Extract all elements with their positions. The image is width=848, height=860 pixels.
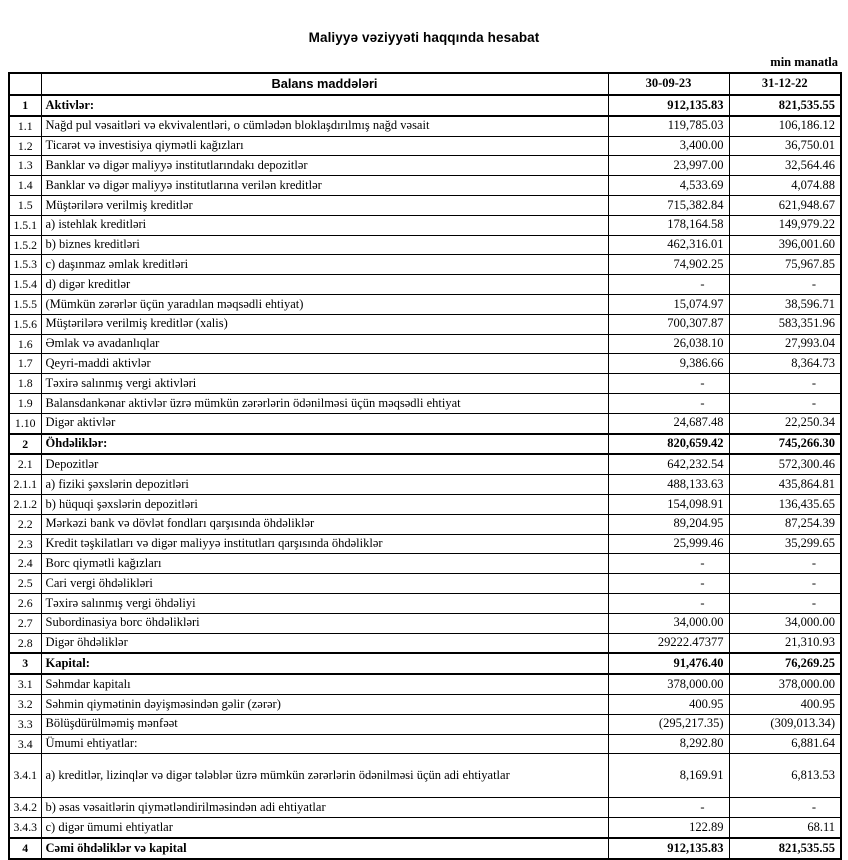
row-value-period-2: - — [729, 798, 841, 818]
table-row — [9, 798, 841, 818]
row-label: (Mümkün zərərlər üçün yaradılan məqsədli ehtiyat) — [41, 294, 608, 314]
row-label: Əmlak və avadanlıqlar — [41, 334, 608, 354]
row-number: 1.5.3 — [9, 255, 41, 275]
row-value-period-1: - — [608, 275, 729, 295]
table-row — [9, 294, 841, 314]
row-value-period-1: 488,133.63 — [608, 475, 729, 495]
row-label: Cari vergi öhdəlikləri — [41, 574, 608, 594]
row-number: 2.7 — [9, 613, 41, 633]
table-row — [9, 494, 841, 514]
row-label: Borc qiymətli kağızları — [41, 554, 608, 574]
row-value-period-1: 400.95 — [608, 694, 729, 714]
row-value-period-1: 8,169.91 — [608, 754, 729, 798]
row-value-period-2: 572,300.46 — [729, 454, 841, 474]
row-label: b) əsas vəsaitlərin qiymətləndirilməsindən adi ehtiyatlar — [41, 798, 608, 818]
row-value-period-2: 821,535.55 — [729, 95, 841, 116]
row-value-period-1: 4,533.69 — [608, 176, 729, 196]
table-row — [9, 215, 841, 235]
table-row — [9, 156, 841, 176]
row-value-period-1: 912,135.83 — [608, 838, 729, 859]
table-row — [9, 714, 841, 734]
row-label: Qeyri-maddi aktivlər — [41, 354, 608, 374]
row-value-period-2: 6,813.53 — [729, 754, 841, 798]
table-row — [9, 434, 841, 455]
row-value-period-2: 149,979.22 — [729, 215, 841, 235]
row-value-period-2: - — [729, 554, 841, 574]
table-row — [9, 454, 841, 474]
table-row — [9, 95, 841, 116]
header-row — [9, 73, 841, 95]
row-value-period-2: - — [729, 275, 841, 295]
table-row — [9, 235, 841, 255]
row-label: Öhdəliklər: — [41, 434, 608, 455]
table-row — [9, 534, 841, 554]
row-number: 1.9 — [9, 393, 41, 413]
row-number: 3.1 — [9, 674, 41, 694]
row-value-period-2: 36,750.01 — [729, 136, 841, 156]
row-label: Səhmin qiymətinin dəyişməsindən gəlir (zərər) — [41, 694, 608, 714]
row-value-period-2: 745,266.30 — [729, 434, 841, 455]
row-value-period-2: 87,254.39 — [729, 514, 841, 534]
table-row — [9, 613, 841, 633]
row-number: 1.5.2 — [9, 235, 41, 255]
row-value-period-1: 820,659.42 — [608, 434, 729, 455]
row-number: 2.1 — [9, 454, 41, 474]
row-value-period-2: 378,000.00 — [729, 674, 841, 694]
row-value-period-2: - — [729, 374, 841, 394]
row-value-period-1: 34,000.00 — [608, 613, 729, 633]
table-row — [9, 694, 841, 714]
table-row — [9, 674, 841, 694]
row-value-period-2: (309,013.34) — [729, 714, 841, 734]
row-label: Ticarət və investisiya qiymətli kağızları — [41, 136, 608, 156]
row-value-period-1: 378,000.00 — [608, 674, 729, 694]
row-number: 2.4 — [9, 554, 41, 574]
row-label: Cəmi öhdəliklər və kapital — [41, 838, 608, 859]
table-row — [9, 818, 841, 838]
row-label: Balansdankənar aktivlər üzrə mümkün zərərlərin ödənilməsi üçün məqsədli ehtiyat — [41, 393, 608, 413]
table-row — [9, 633, 841, 653]
row-number: 1.5.6 — [9, 314, 41, 334]
row-number: 3.4.1 — [9, 754, 41, 798]
row-value-period-1: 26,038.10 — [608, 334, 729, 354]
row-value-period-1: (295,217.35) — [608, 714, 729, 734]
row-value-period-2: - — [729, 574, 841, 594]
row-number: 2 — [9, 434, 41, 455]
row-value-period-2: 4,074.88 — [729, 176, 841, 196]
row-number: 1.6 — [9, 334, 41, 354]
row-label: c) daşınmaz əmlak kreditləri — [41, 255, 608, 275]
row-number: 2.6 — [9, 593, 41, 613]
row-label: Bölüşdürülməmiş mənfəət — [41, 714, 608, 734]
table-row — [9, 514, 841, 534]
row-value-period-1: 462,316.01 — [608, 235, 729, 255]
row-number: 3.4 — [9, 734, 41, 754]
row-value-period-2: 400.95 — [729, 694, 841, 714]
row-value-period-1: 122.89 — [608, 818, 729, 838]
row-value-period-2: 821,535.55 — [729, 838, 841, 859]
row-value-period-2: 396,001.60 — [729, 235, 841, 255]
row-value-period-1: 23,997.00 — [608, 156, 729, 176]
row-value-period-1: 9,386.66 — [608, 354, 729, 374]
row-value-period-1: - — [608, 798, 729, 818]
row-value-period-1: 178,164.58 — [608, 215, 729, 235]
table-row — [9, 574, 841, 594]
row-number: 4 — [9, 838, 41, 859]
row-label: Təxirə salınmış vergi öhdəliyi — [41, 593, 608, 613]
row-value-period-1: 89,204.95 — [608, 514, 729, 534]
row-value-period-2: 435,864.81 — [729, 475, 841, 495]
table-row — [9, 176, 841, 196]
table-row — [9, 314, 841, 334]
row-value-period-1: - — [608, 593, 729, 613]
row-label: a) kreditlər, lizinqlər və digər tələblər üzrə mümkün zərərlərin ödənilməsi üçün adi ehtiyatlar — [41, 754, 608, 798]
table-row — [9, 734, 841, 754]
row-label: Kapital: — [41, 653, 608, 674]
row-label: c) digər ümumi ehtiyatlar — [41, 818, 608, 838]
row-value-period-1: - — [608, 374, 729, 394]
row-value-period-2: 38,596.71 — [729, 294, 841, 314]
table-row — [9, 554, 841, 574]
row-label: Depozitlər — [41, 454, 608, 474]
row-label: Banklar və digər maliyyə institutlarındakı depozitlər — [41, 156, 608, 176]
row-value-period-1: 154,098.91 — [608, 494, 729, 514]
balance-sheet-table — [8, 72, 842, 860]
row-label: Təxirə salınmış vergi aktivləri — [41, 374, 608, 394]
row-value-period-1: 8,292.80 — [608, 734, 729, 754]
table-row — [9, 393, 841, 413]
table-row — [9, 136, 841, 156]
row-value-period-1: - — [608, 574, 729, 594]
row-number: 3 — [9, 653, 41, 674]
table-row — [9, 255, 841, 275]
row-value-period-1: 642,232.54 — [608, 454, 729, 474]
row-value-period-2: 27,993.04 — [729, 334, 841, 354]
table-row — [9, 374, 841, 394]
row-value-period-1: 700,307.87 — [608, 314, 729, 334]
table-row — [9, 334, 841, 354]
row-number: 1.5.4 — [9, 275, 41, 295]
row-number: 3.4.2 — [9, 798, 41, 818]
table-row — [9, 754, 841, 798]
header-period-1: 30-09-23 — [608, 73, 729, 95]
row-value-period-1: 74,902.25 — [608, 255, 729, 275]
row-label: Digər aktivlər — [41, 413, 608, 433]
row-value-period-1: 25,999.46 — [608, 534, 729, 554]
row-value-period-2: 6,881.64 — [729, 734, 841, 754]
table-row — [9, 475, 841, 495]
row-label: Subordinasiya borc öhdəlikləri — [41, 613, 608, 633]
table-row — [9, 116, 841, 136]
header-balance-items: Balans maddələri — [41, 73, 608, 95]
row-label: a) fiziki şəxslərin depozitləri — [41, 475, 608, 495]
table-row — [9, 275, 841, 295]
row-number: 1.5 — [9, 195, 41, 215]
row-value-period-2: 21,310.93 — [729, 633, 841, 653]
table-row — [9, 354, 841, 374]
row-label: Kredit təşkilatları və digər maliyyə institutları qarşısında öhdəliklər — [41, 534, 608, 554]
row-value-period-1: 29222.47377 — [608, 633, 729, 653]
row-value-period-2: 68.11 — [729, 818, 841, 838]
row-label: Müştərilərə verilmiş kreditlər (xalis) — [41, 314, 608, 334]
row-number: 1.8 — [9, 374, 41, 394]
row-number: 2.1.2 — [9, 494, 41, 514]
row-value-period-2: 32,564.46 — [729, 156, 841, 176]
unit-note: min manatla — [770, 55, 838, 69]
row-value-period-2: 621,948.67 — [729, 195, 841, 215]
row-value-period-2: 106,186.12 — [729, 116, 841, 136]
row-value-period-1: 15,074.97 — [608, 294, 729, 314]
row-number: 1.5.5 — [9, 294, 41, 314]
row-value-period-2: - — [729, 393, 841, 413]
row-label: Ümumi ehtiyatlar: — [41, 734, 608, 754]
row-value-period-1: 91,476.40 — [608, 653, 729, 674]
row-number: 3.4.3 — [9, 818, 41, 838]
row-value-period-1: - — [608, 393, 729, 413]
row-number: 1.1 — [9, 116, 41, 136]
table-row — [9, 593, 841, 613]
row-number: 1.2 — [9, 136, 41, 156]
row-label: b) hüquqi şəxslərin depozitləri — [41, 494, 608, 514]
row-label: b) biznes kreditləri — [41, 235, 608, 255]
row-label: Səhmdar kapitalı — [41, 674, 608, 694]
row-number: 1 — [9, 95, 41, 116]
header-row-number-cell — [9, 73, 41, 95]
report-title: Maliyyə vəziyyəti haqqında hesabat — [308, 30, 540, 45]
row-number: 2.2 — [9, 514, 41, 534]
row-number: 3.3 — [9, 714, 41, 734]
table-row — [9, 838, 841, 859]
row-number: 1.4 — [9, 176, 41, 196]
row-value-period-1: 3,400.00 — [608, 136, 729, 156]
row-value-period-2: 76,269.25 — [729, 653, 841, 674]
table-body — [9, 95, 841, 859]
row-value-period-2: 8,364.73 — [729, 354, 841, 374]
row-number: 2.1.1 — [9, 475, 41, 495]
row-label: Nağd pul vəsaitləri və ekvivalentləri, o cümlədən bloklaşdırılmış nağd vəsait — [41, 116, 608, 136]
row-number: 1.3 — [9, 156, 41, 176]
row-label: Aktivlər: — [41, 95, 608, 116]
row-value-period-1: 715,382.84 — [608, 195, 729, 215]
row-label: Mərkəzi bank və dövlət fondları qarşısında öhdəliklər — [41, 514, 608, 534]
row-number: 2.3 — [9, 534, 41, 554]
row-number: 2.5 — [9, 574, 41, 594]
row-value-period-1: 912,135.83 — [608, 95, 729, 116]
row-label: d) digər kreditlər — [41, 275, 608, 295]
row-value-period-2: 22,250.34 — [729, 413, 841, 433]
row-value-period-1: - — [608, 554, 729, 574]
row-value-period-1: 119,785.03 — [608, 116, 729, 136]
row-number: 1.5.1 — [9, 215, 41, 235]
row-label: Digər öhdəliklər — [41, 633, 608, 653]
row-value-period-2: 75,967.85 — [729, 255, 841, 275]
row-value-period-2: 35,299.65 — [729, 534, 841, 554]
table-row — [9, 195, 841, 215]
table-row — [9, 413, 841, 433]
header-period-2: 31-12-22 — [729, 73, 841, 95]
row-value-period-1: 24,687.48 — [608, 413, 729, 433]
row-value-period-2: - — [729, 593, 841, 613]
row-number: 2.8 — [9, 633, 41, 653]
row-value-period-2: 34,000.00 — [729, 613, 841, 633]
row-number: 1.7 — [9, 354, 41, 374]
row-label: Banklar və digər maliyyə institutlarına verilən kreditlər — [41, 176, 608, 196]
row-value-period-2: 136,435.65 — [729, 494, 841, 514]
row-label: a) istehlak kreditləri — [41, 215, 608, 235]
row-number: 3.2 — [9, 694, 41, 714]
row-number: 1.10 — [9, 413, 41, 433]
table-row — [9, 653, 841, 674]
row-label: Müştərilərə verilmiş kreditlər — [41, 195, 608, 215]
row-value-period-2: 583,351.96 — [729, 314, 841, 334]
